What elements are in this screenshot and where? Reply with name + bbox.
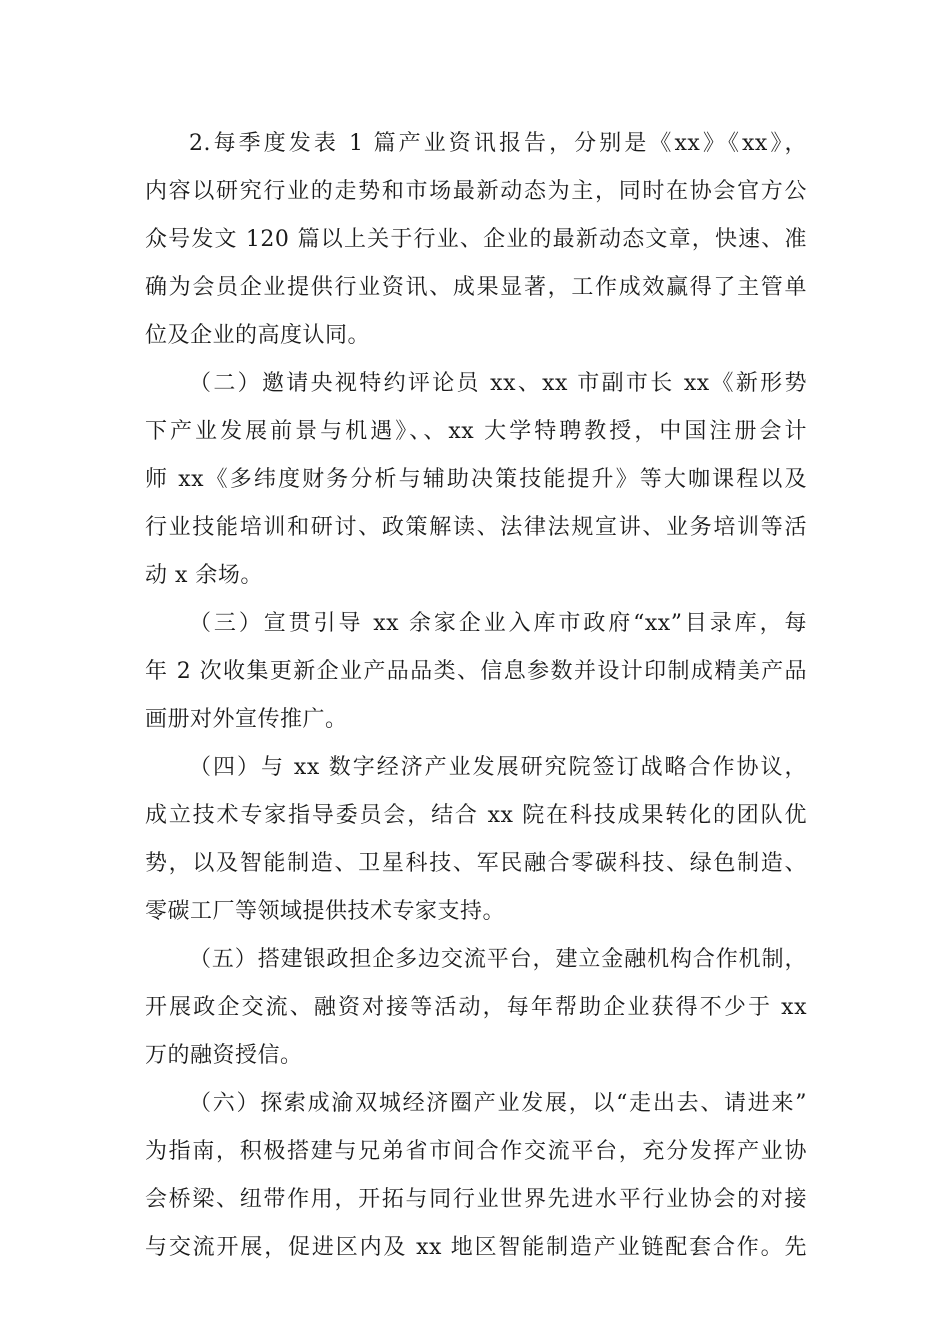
paragraph-section-3 xyxy=(145,600,807,744)
text-line: （四）与 xx 数字经济产业发展研究院签订战略合作协议， xyxy=(189,755,807,780)
text-line: 众号发文 120 篇以上关于行业、企业的最新动态文章，快速、准 xyxy=(145,227,807,252)
text-line: 与交流开展，促进区内及 xx 地区智能制造产业链配套合作。先 xyxy=(145,1235,807,1260)
text-line: 动 x 余场。 xyxy=(145,563,263,588)
paragraph-section-5 xyxy=(145,936,807,1080)
text-line: 零碳工厂等领域提供技术专家支持。 xyxy=(145,899,506,924)
text-line: 行业技能培训和研讨、政策解读、法律法规宣讲、业务培训等活 xyxy=(145,515,807,540)
text-line: 为指南，积极搭建与兄弟省市间合作交流平台，充分发挥产业协 xyxy=(145,1139,807,1164)
text-line: （二）邀请央视特约评论员 xx、xx 市副市长 xx《新形势 xyxy=(189,371,807,396)
paragraph-section-4 xyxy=(145,744,807,936)
text-line: 年 2 次收集更新企业产品品类、信息参数并设计印制成精美产品 xyxy=(145,659,807,684)
text-line: 2.每季度发表 1 篇产业资讯报告，分别是《xx》《xx》， xyxy=(189,131,807,156)
text-line: 开展政企交流、融资对接等活动，每年帮助企业获得不少于 xx xyxy=(145,995,807,1020)
text-line: 下产业发展前景与机遇》、、xx 大学特聘教授，中国注册会计 xyxy=(145,419,807,444)
text-line: （三）宣贯引导 xx 余家企业入库市政府“xx”目录库，每 xyxy=(189,611,807,636)
text-line: 成立技术专家指导委员会，结合 xx 院在科技成果转化的团队优 xyxy=(145,803,807,828)
text-line: 确为会员企业提供行业资讯、成果显著，工作成效赢得了主管单 xyxy=(145,275,807,300)
text-line: （六）探索成渝双城经济圈产业发展，以“走出去、请进来” xyxy=(189,1091,807,1116)
paragraph-quarterly-reports xyxy=(145,120,807,360)
text-line: 画册对外宣传推广。 xyxy=(145,707,348,732)
text-line: 内容以研究行业的走势和市场最新动态为主，同时在协会官方公 xyxy=(145,179,807,204)
paragraph-section-2 xyxy=(145,360,807,600)
text-line: 会桥梁、纽带作用，开拓与同行业世界先进水平行业协会的对接 xyxy=(145,1187,807,1212)
document-body xyxy=(145,120,807,1272)
text-line: （五）搭建银政担企多边交流平台，建立金融机构合作机制， xyxy=(189,947,807,972)
text-line: 势，以及智能制造、卫星科技、军民融合零碳科技、绿色制造、 xyxy=(145,851,807,876)
text-line: 万的融资授信。 xyxy=(145,1043,303,1068)
paragraph-section-6 xyxy=(145,1080,807,1272)
text-line: 师 xx《多纬度财务分析与辅助决策技能提升》等大咖课程以及 xyxy=(145,467,807,492)
text-line: 位及企业的高度认同。 xyxy=(145,323,371,348)
